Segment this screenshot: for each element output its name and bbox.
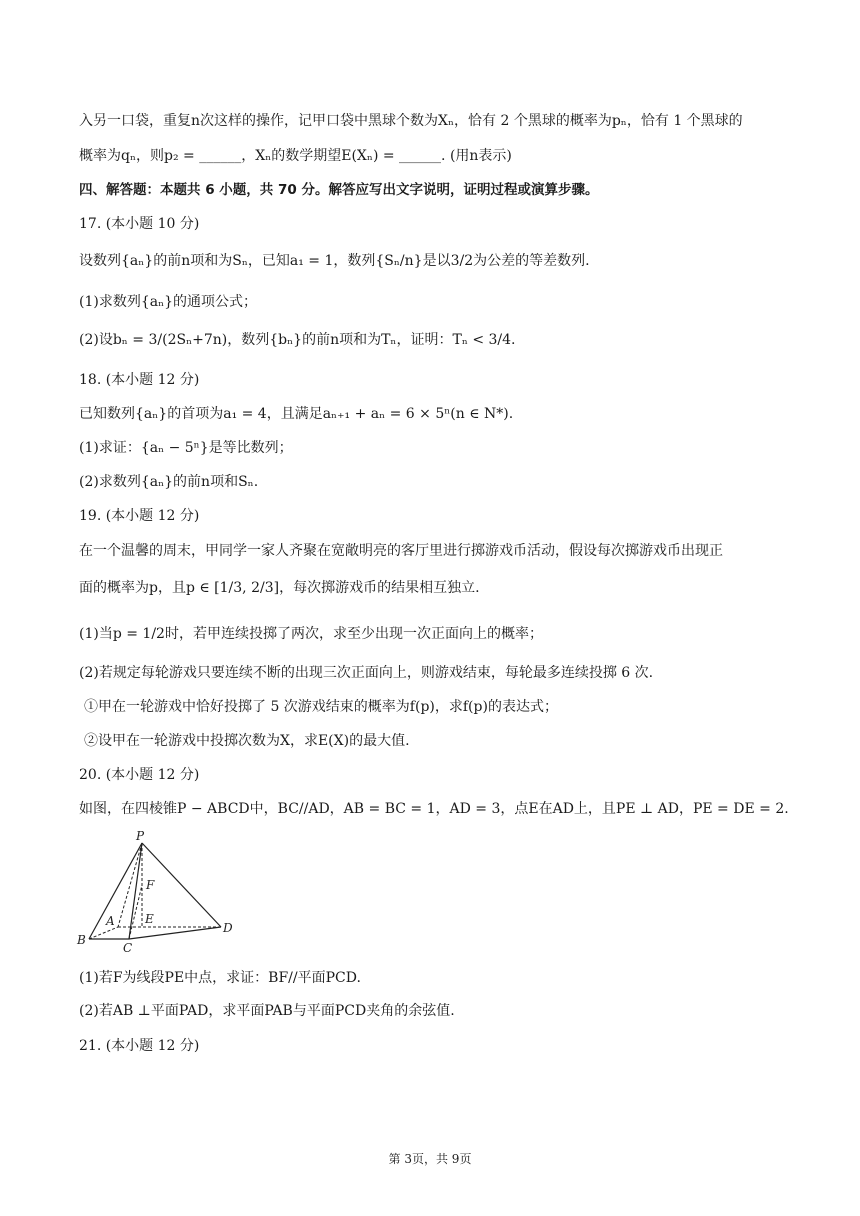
problem-heading: 18. (本小题 12 分) [79,372,200,388]
label-C: C [123,941,133,955]
text-line: 面的概率为p，且p ∈ [1/3, 2/3]，每次掷游戏币的结果相互独立. [79,580,480,596]
text-line: (1)若F为线段PE中点，求证：BF//平面PCD. [79,970,361,986]
text-line: (1)当p = 1/2时，若甲连续投掷了两次，求至少出现一次正面向上的概率； [79,626,543,642]
text-line: 入另一口袋，重复n次这样的操作，记甲口袋中黑球个数为Xₙ，恰有 2 个黑球的概率为pₙ，恰有 1 个黑球的 [79,113,743,129]
label-D: D [223,921,233,935]
text-line: 如图，在四棱锥P − ABCD中，BC//AD，AB = BC = 1，AD = 3，点E在AD上，且PE ⊥ AD，PE = DE = 2. [79,801,789,817]
problem-heading: 17. (本小题 10 分) [79,216,200,232]
problem-heading: 19. (本小题 12 分) [79,508,200,524]
section-heading: 四、解答题：本题共 6 小题，共 70 分。解答应写出文字说明，证明过程或演算步骤。 [79,182,599,198]
page-footer: 第 3页，共 9页 [388,1152,472,1166]
label-E: E [145,912,154,926]
text-line: ②设甲在一轮游戏中投掷次数为X，求E(X)的最大值. [84,733,410,749]
text-line: 设数列{aₙ}的前n项和为Sₙ，已知a₁ = 1，数列{Sₙ/n}是以3/2为公差的等差数列. [79,253,590,269]
text-line: (2)若AB ⊥平面PAD，求平面PAB与平面PCD夹角的余弦值. [79,1003,455,1019]
text-line: (2)若规定每轮游戏只要连续不断的出现三次正面向上，则游戏结束，每轮最多连续投掷 6 次. [79,665,654,681]
text-line: 概率为qₙ，则p₂ = ______，Xₙ的数学期望E(Xₙ) = ______. (用n表示) [79,148,512,164]
problem-heading: 21. (本小题 12 分) [79,1038,200,1054]
label-A: A [106,914,115,928]
label-P: P [136,829,145,843]
text-line: (1)求数列{aₙ}的通项公式； [79,294,258,310]
text-line: (2)求数列{aₙ}的前n项和Sₙ. [79,474,259,490]
text-line: 在一个温馨的周末，甲同学一家人齐聚在宽敞明亮的客厅里进行掷游戏币活动，假设每次掷游戏币出现正 [79,543,723,559]
text-line: (2)设bₙ = 3/(2Sₙ+7n)，数列{bₙ}的前n项和为Tₙ，证明：Tₙ < 3/4. [79,332,516,348]
text-line: 已知数列{aₙ}的首项为a₁ = 4，且满足aₙ₊₁ + aₙ = 6 × 5ⁿ(n ∈ N*). [79,406,514,422]
problem-heading: 20. (本小题 12 分) [79,767,200,783]
label-F: F [146,878,155,892]
text-line: (1)求证：{aₙ − 5ⁿ}是等比数列； [79,440,293,456]
text-line: ①甲在一轮游戏中恰好投掷了 5 次游戏结束的概率为f(p)，求f(p)的表达式； [84,699,558,715]
label-B: B [77,933,86,947]
pyramid-figure [76,826,246,956]
